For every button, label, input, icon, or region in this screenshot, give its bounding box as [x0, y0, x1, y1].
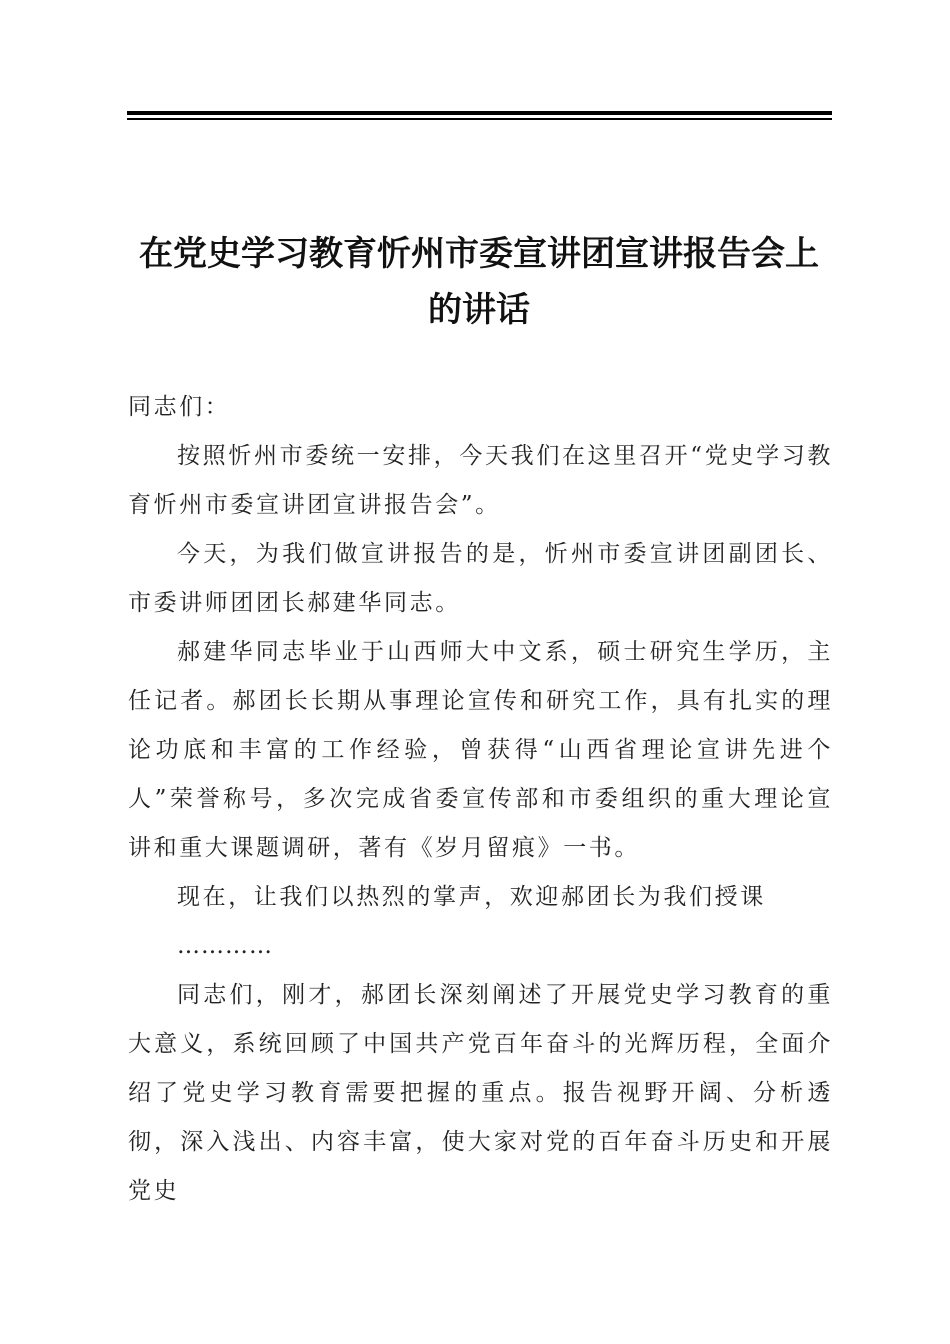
paragraph: 今天，为我们做宣讲报告的是，忻州市委宣讲团副团长、市委讲师团团长郝建华同志。	[128, 541, 833, 616]
title-line-1: 在党史学习教育忻州市委宣讲团宣讲报告会上	[139, 234, 819, 274]
document-body	[128, 432, 833, 1216]
paragraph: 现在，让我们以热烈的掌声，欢迎郝团长为我们授课	[177, 884, 766, 910]
salutation: 同志们：	[128, 394, 231, 420]
title-line-2: 的讲话	[428, 290, 530, 330]
paragraph: 按照忻州市委统一安排，今天我们在这里召开“党史学习教育忻州市委宣讲团宣讲报告会”。	[128, 443, 833, 518]
document-title	[120, 226, 838, 338]
paragraph: 郝建华同志毕业于山西师大中文系，硕士研究生学历，主任记者。郝团长长期从事理论宣传和研究工作，具有扎实的理论功底和丰富的工作经验，曾获得“山西省理论宣讲先进个人”荣誉称号，多次完成省委宣传部和市委组织的重大理论宣讲和重大课题调研，著有《岁月留痕》一书。	[128, 639, 833, 861]
paragraph: 同志们，刚才，郝团长深刻阐述了开展党史学习教育的重大意义，系统回顾了中国共产党百年奋斗的光辉历程，全面介绍了党史学习教育需要把握的重点。报告视野开阔、分析透彻，深入浅出、内容丰富，使大家对党的百年奋斗历史和开展党史	[128, 982, 833, 1204]
header-rule-thin	[127, 118, 832, 120]
header-rule-thick	[127, 111, 832, 115]
ellipsis-line: …………	[177, 933, 273, 959]
